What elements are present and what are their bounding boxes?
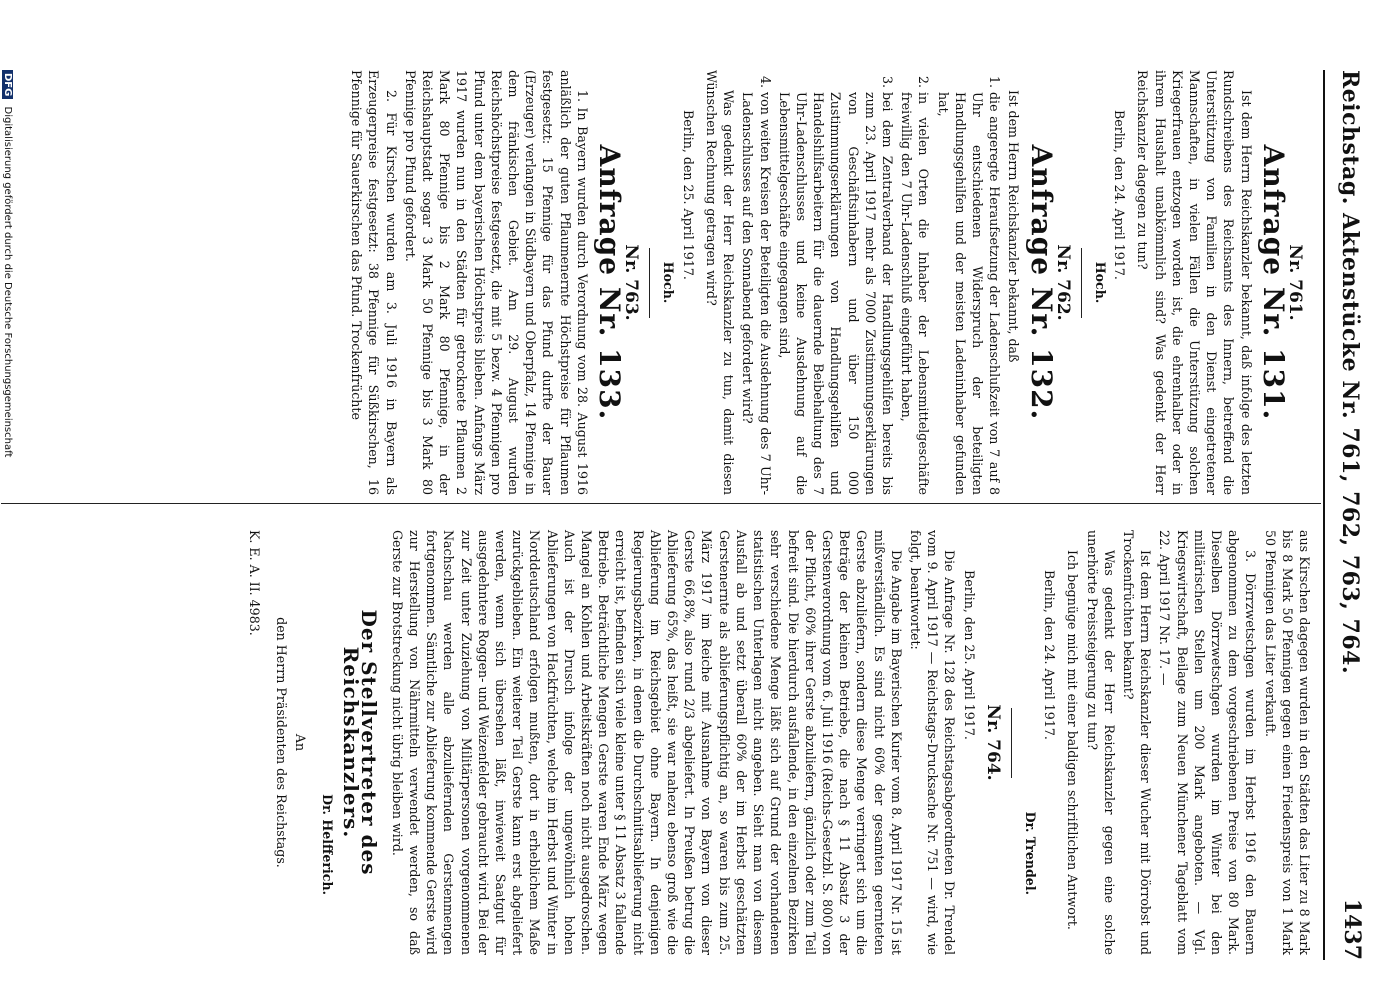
paragraph: Was gedenkt der Herr Reichskanzler gegen eine solche unerhörte Preissteigerung zu tun? (1084, 530, 1117, 955)
paragraph: 2. Für Kirschen wurden am 3. Juli 1916 in Bayern als Erzeugerpreise festgesetzt: 38 Pfennige für Süßkirschen, 16 Pfennige für Sauerkirschen das Pfund. Trockenfrüchte (349, 70, 399, 495)
paragraph: 3. Dörrzwetschgen wurden im Herbst 1916 den Bauern abgenommen zu dem vorgeschriebenen Preise von 80 Mark. Dieselben Dörrzwetschgen wurden im Winter bei den militärischen Stellen um 200 Mark angeboten. — Vgl. Kriegswirtschaft, Beilage zum Neuen Münchener Tageblatt vom 22. April 1917 Nr. 17. — (1157, 530, 1259, 955)
right-column (245, 530, 1313, 955)
paragraph: Ist dem Herrn Reichskanzler dieser Wucher mit Dörrobst und Trockenfrüchten bekannt? (1120, 530, 1154, 955)
addressee: den Herrn Präsidenten des Reichstags. (273, 617, 289, 868)
page-header (1331, 70, 1371, 960)
section-number-764: Nr. 764. (982, 704, 1003, 781)
page-number: 1437 (1339, 898, 1365, 960)
section-number-762: Nr. 762. (1052, 244, 1073, 321)
paragraph: Die Angabe im Bayerischen Kurier vom 8. April 1917 Nr. 15 ist mißverständlich. Es sind nicht 60% der gesamten geernteten Gerste abzuliefern, sondern diese Menge verringert sich um die Beträge der kleinen Betriebe, die nach § 11 Absatz 3 der Gerstenverordnung vom 6. Juli 1916 (Reichs-Gesetzbl. S. 800) von der Pflicht, 60% ihrer Gerste abzuliefern, gänzlich oder zum Teil befreit sind. Die hierdurch ausfallende, in den einzelnen Bezirken sehr verschiedene Menge läßt sich auf Grund der vorhandenen statistischen Unterlagen nicht angeben. Sieht man von diesem Ausfall ab und setzt überall 60% der im Herbst geschätzten Gerstenernte als ablieferungspflichtig an, so waren bis zum 25. März 1917 im Reiche mit Ausnahme von Bayern von dieser Gerste 66,8%, also rund 2/3 abgeliefert. In Preußen betrug die Ablieferung 65%, das heißt, sie war nahezu ebenso groß wie die Ablieferung im Reichsgebiet ohne Bayern. In denjenigen Regierungsbezirken, in denen die Durchschnittsablieferung nicht erreicht ist, befinden sich viele kleine unter § 11 Absatz 3 fallende Betriebe. Beträchtliche Mengen Gerste waren Ende März wegen Mangel an Kohlen und Arbeitskräften noch nicht ausgedroschen. Auch ist der Drusch infolge der ungewöhnlich hohen Ablieferungen von Hackfrüchten, welche im Herbst und Winter in Norddeutschland erfolgen mußten, dort in erheblichem Maße zurückgeblieben. Ein weiterer Teil Gerste kann erst abgeliefert werden, wenn sich übersehen läßt, inwieweit Saatgut für ausgedehntere Roggen- und Weizenfelder gebraucht wird. Bei der zur Zeit unter Zuziehung von Militärpersonen vorgenommenen Nachschau werden alle abzuliefernden Gerstenmengen fortgenommen. Sämtliche zur Ablieferung kommende Gerste wird zur Herstellung von Nährmitteln verwendet werden, so daß Gerste zur Brotstreckung nicht übrig bleiben wird. (389, 530, 904, 955)
signature: Hoch. (1092, 261, 1108, 304)
funding-note: Digitalisierung gefördert durch die Deutsche Forschungsgemeinschaft (2, 106, 13, 458)
paragraph: Ist dem Herrn Reichskanzler bekannt, daß infolge des letzten Rundschreibens des Reichsamts des Innern, betreffend die Unterstützung von Familien in den Dienst eingetretener Mannschaften, in vielen Fällen die Unterstützung solchen Kriegerfrauen entzogen worden ist, die ehrenhalber oder in ihrem Haushalt unabkömmlich sind? Was gedenkt der Herr Reichskanzler dagegen zu tun? (1135, 70, 1254, 495)
paragraph: aus Kirschen dagegen wurden in den Städten das Liter zu 8 Mark bis 8 Mark 50 Pfennigen gegen einen Friedenspreis von 1 Mark 50 Pfennigen das Liter verkauft. (1262, 530, 1312, 955)
dfg-logo: DFG (2, 70, 13, 99)
running-header: Reichstag. Aktenstücke Nr. 761, 762, 763, 764. (1337, 70, 1363, 675)
section-number-761: Nr. 761. (1285, 244, 1305, 321)
left-column (346, 70, 1313, 495)
section-separator (649, 248, 650, 318)
column-divider (1, 503, 1321, 504)
signature: Dr. Helfferich. (320, 794, 336, 895)
signature: Hoch. (661, 261, 677, 304)
section-separator (1011, 708, 1012, 778)
date-line: Berlin, den 24. April 1917. (1112, 110, 1128, 280)
section-separator (1081, 248, 1082, 318)
section-title-761: Anfrage Nr. 131. (1256, 144, 1290, 421)
reference-number: K. E. A. II. 4983. (246, 530, 262, 636)
list-item: 4. von weiten Kreisen der Beteiligten die Ausdehnung des 7 Uhr-Ladenschlusses auf den Sonnabend gefordert wird? (739, 92, 773, 495)
paragraph: Was gedenkt der Herr Reichskanzler zu tun, damit diesen Wünschen Rechnung getragen wird? (703, 70, 737, 495)
date-line: Berlin, den 25. April 1917. (961, 570, 977, 740)
footer-credit (2, 70, 13, 457)
addressee-prefix: An (293, 733, 309, 752)
list-item: 1. die angeregte Heraufsetzung der Ladenschlußzeit von 7 auf 8 Uhr entschiedenen Widerspruch der beteiligten Handlungsgehilfen und der meisten Ladeninhaber gefunden hat, (934, 92, 1003, 495)
list-item: 2. in vielen Orten die Inhaber der Lebensmittelgeschäfte freiwillig den 7 Uhr-Ladenschluß eingeführt haben, (898, 92, 932, 495)
list-item: 3. bei dem Zentralverband der Handlungsgehilfen bereits bis zum 23. April 1917 mehr als 7000 Zustimmungserklärungen von Geschäftsinhabern und über 150 000 Zustimmungserklärungen von Handlungsgehilfen und Handelshilfsarbeitern für die dauernde Beibehaltung des 7 Uhr-Ladenschlusses und keine Ausdehnung auf die Lebensmittelgeschäfte eingegangen sind, (776, 92, 896, 495)
section-title-763: Anfrage Nr. 133. (593, 144, 627, 421)
header-rule (1323, 70, 1325, 960)
signature: Dr. Trendel. (1022, 811, 1038, 895)
paragraph: Ist dem Herrn Reichskanzler bekannt, daß (1006, 90, 1022, 363)
date-line: Berlin, den 24. April 1917. (1042, 570, 1058, 740)
paragraph: Ich begnüge mich mit einer baldigen schriftlichen Antwort. (1065, 550, 1081, 930)
section-number-763: Nr. 763. (621, 244, 642, 321)
section-title-762: Anfrage Nr. 132. (1024, 144, 1058, 421)
closing-title: Der Stellvertreter des Reichskanzlers. (339, 609, 381, 876)
question-list (739, 70, 1003, 495)
date-line: Berlin, den 25. April 1917. (680, 110, 696, 280)
paragraph: Die Anfrage Nr. 128 des Reichstagsabgeordneten Dr. Trendel vom 9. April 1917 — Reichstags-Drucksache Nr. 751 — wird, wie folgt, beantwortet: (907, 530, 958, 955)
paragraph: 1. In Bayern wurden durch Verordnung vom 28. August 1916 anläßlich der guten Pflaumenernte Höchstpreise für Pflaumen festgesetzt: 15 Pfennige für das Pfund durfte der Bauer (Erzeuger) verlangen in Südbayern und Oberpfalz, 14 Pfennige in dem fränkischen Gebiet. Am 29. August wurden Reichshöchstpreise festgesetzt, die mit 5 bezw. 4 Pfennigen pro Pfund unter dem bayerischen Höchstpreis blieben. Anfangs März 1917 wurden nun in den Städten für getrocknete Pflaumen 2 Mark 80 Pfennige bis 2 Mark 80 Pfennige, in der Reichshauptstadt sogar 3 Mark 50 Pfennige bis 3 Mark 80 Pfennige pro Pfund gefordert. (402, 70, 590, 495)
